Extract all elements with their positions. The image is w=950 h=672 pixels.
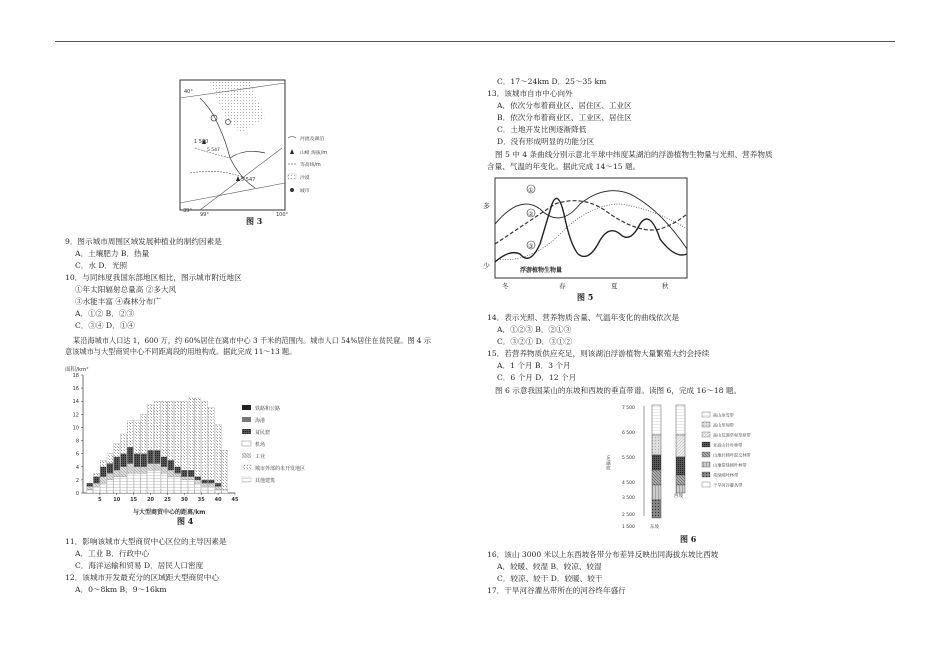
bar-segment (107, 473, 113, 480)
bar-segment (100, 467, 106, 477)
q14-options-cd: C．③②① D．③①② (497, 337, 573, 346)
bar-segment (93, 483, 99, 486)
bar-segment (181, 480, 187, 493)
q13-option-d: D．没有形成明显的功能分区 (497, 137, 595, 146)
bar-segment (141, 454, 147, 467)
x-tick-label: 20 (147, 497, 155, 503)
q10-items-12: ①年太阳辐射总量高 ②多大风 (75, 285, 177, 294)
bar-segment (215, 490, 221, 493)
question-16: 16．该山 3000 米以上东西坡各带分布差异反映出同海拔东坡比西坡 (487, 550, 719, 559)
bar-segment (154, 464, 160, 471)
svg-text:6 500: 6 500 (622, 431, 635, 436)
q15-options-ab: A．1 个月 B．3 个月 (497, 361, 571, 370)
bar-segment (215, 424, 221, 483)
bar-segment (141, 414, 147, 453)
bar-segment (222, 450, 228, 489)
bar-segment (195, 477, 201, 480)
question-9: 9．图示城市周围区域发展种植业的制约因素是 (65, 237, 222, 246)
x-tick-label: 15 (130, 497, 138, 503)
x-tick-label: 35 (197, 497, 205, 503)
fig4-ylabel: 面积/km² (65, 367, 89, 373)
bar-segment (107, 464, 113, 474)
svg-text:城市: 城市 (300, 189, 310, 194)
svg-text:工业: 工业 (255, 454, 266, 460)
bar-segment (168, 401, 174, 460)
y-tick-label: 12 (72, 412, 79, 419)
q12-options-cd: C．17～24km D．25～35 km (497, 77, 607, 86)
figure-3-caption: 图 3 (246, 216, 263, 226)
svg-text:高山草甸带: 高山草甸带 (713, 422, 734, 428)
x-tick-label: 30 (180, 497, 188, 503)
bar-segment (107, 454, 113, 464)
figure-6-diagram (600, 400, 760, 534)
bar-segment (148, 470, 154, 493)
question-11: 11．影响该城市大型商贸中心区位的主导因素是 (65, 537, 227, 546)
question-13: 13．该城市自市中心向外 (487, 89, 573, 98)
svg-text:夏: 夏 (611, 282, 618, 290)
svg-text:1 500: 1 500 (194, 139, 209, 145)
bar-segment (100, 477, 106, 484)
svg-text:东坡: 东坡 (650, 525, 659, 530)
bar-segment (120, 477, 126, 493)
bar-segment (195, 483, 201, 493)
q10-options-cd: C．③④ D．①④ (75, 321, 135, 330)
q11-options-cd: C．海洋运输和贸易 D．居民人口密度 (75, 561, 204, 570)
svg-text:2 500: 2 500 (622, 513, 635, 518)
svg-text:5 547: 5 547 (241, 177, 256, 183)
svg-text:春: 春 (559, 282, 566, 290)
passage-fig6: 图 6 示意我国某山的东坡和西坡的垂直带谱。读图 6，完成 16～18 题。 (495, 386, 742, 395)
q9-options-ab: A．土壤肥力 B．热量 (75, 249, 150, 258)
bar-segment (215, 486, 221, 489)
bar-segment (148, 450, 154, 463)
bar-segment (161, 457, 167, 467)
bar-segment (181, 477, 187, 480)
svg-text:多: 多 (483, 202, 490, 210)
y-tick-label: 10 (72, 425, 79, 432)
bar-segment (215, 483, 221, 486)
bar-segment (154, 470, 160, 493)
q13-option-a: A．依次分布着商业区、居住区、工业区 (497, 101, 632, 110)
x-tick-label: 25 (163, 497, 171, 503)
bar-segment (168, 470, 174, 477)
bar-segment (202, 483, 208, 486)
svg-text:1 500: 1 500 (622, 525, 635, 530)
y-tick-label: 4 (75, 464, 79, 471)
bar-segment (154, 401, 160, 450)
svg-text:①: ① (528, 187, 534, 194)
svg-text:5 500: 5 500 (622, 456, 635, 461)
bar-segment (188, 398, 194, 470)
bar-segment (87, 486, 93, 489)
y-tick-label: 6 (75, 451, 79, 458)
x-tick-label: 5 (98, 497, 102, 503)
fig4-xlabel: 与大型商贸中心的距离/km (133, 509, 206, 516)
figure-5-chart (480, 174, 695, 304)
bar-segment (175, 401, 181, 467)
q13-option-c: C．土地开发比例逐渐降低 (497, 125, 587, 134)
svg-text:100°: 100° (276, 212, 289, 218)
bar-segment (127, 447, 133, 463)
svg-text:常绿阔叶林带: 常绿阔叶林带 (713, 472, 739, 478)
bar-segment (208, 486, 214, 493)
svg-text:山峰 海拔/m: 山峰 海拔/m (300, 151, 328, 156)
svg-text:贫民窟: 贫民窟 (255, 430, 271, 436)
svg-text:秋: 秋 (662, 282, 669, 290)
bar-segment (134, 421, 140, 454)
figure-5-caption: 图 5 (577, 292, 594, 302)
x-tick-label: 45 (231, 497, 239, 503)
q13-option-b: B．依次分布着商业区、工业区、居住区 (497, 113, 632, 122)
bar-segment (154, 450, 160, 463)
bar-segment (222, 490, 228, 493)
svg-text:7 500: 7 500 (622, 406, 635, 411)
figure-3-map (170, 78, 360, 230)
question-17: 17．干旱河谷灌丛带所在的河谷终年盛行 (487, 586, 626, 595)
bar-segment (87, 483, 93, 486)
bar-segment (168, 460, 174, 470)
bar-segment (195, 398, 201, 477)
bar-segment (208, 408, 214, 480)
svg-text:39°: 39° (183, 208, 192, 214)
svg-text:高山冰雪带: 高山冰雪带 (713, 412, 734, 418)
bar-segment (114, 477, 120, 493)
bar-segment (107, 480, 113, 493)
q15-options-cd: C．6 个月 D．12 个月 (497, 373, 577, 382)
svg-text:少: 少 (483, 262, 490, 270)
bar-segment (93, 477, 99, 484)
q10-options-ab: A．①② B．②③ (75, 309, 135, 318)
bar-segment (161, 473, 167, 493)
svg-text:高山荒漠草甸草原带: 高山荒漠草甸草原带 (713, 432, 751, 438)
y-tick-label: 14 (72, 399, 79, 406)
bar-segment (161, 401, 167, 457)
bar-segment (134, 467, 140, 474)
bar-segment (175, 477, 181, 493)
bar-segment (168, 477, 174, 493)
x-tick-label: 10 (113, 497, 121, 503)
svg-text:40°: 40° (184, 89, 193, 95)
bar-segment (127, 464, 133, 474)
bar-segment (114, 457, 120, 470)
bar-segment (148, 405, 154, 451)
svg-text:河流及湖泊: 河流及湖泊 (300, 137, 324, 142)
bar-segment (120, 434, 126, 454)
passage-fig4-line2: 意该城市与大型商贸中心不同距离段的用地构成。据此完成 11～13 题。 (65, 347, 297, 356)
bar-segment (202, 401, 208, 480)
svg-text:③: ③ (528, 243, 534, 250)
y-tick-label: 0 (75, 491, 79, 497)
svg-text:机场: 机场 (255, 442, 266, 448)
svg-text:沙漠: 沙漠 (300, 176, 310, 181)
bar-segment (161, 467, 167, 474)
bar-segment (181, 401, 187, 470)
svg-text:铁路和公路: 铁路和公路 (255, 406, 281, 412)
q16-options-ab: A．较暖、较湿 B．较凉、较湿 (497, 562, 602, 571)
bar-segment (141, 467, 147, 474)
bar-segment (114, 444, 120, 457)
figure-6-caption: 图 6 (680, 534, 697, 544)
bar-segment (208, 480, 214, 483)
bar-segment (114, 470, 120, 477)
svg-text:亚高山针叶林带: 亚高山针叶林带 (713, 442, 743, 448)
bar-segment (175, 473, 181, 476)
bar-segment (188, 480, 194, 493)
svg-text:99°: 99° (200, 212, 209, 218)
bar-segment (93, 473, 99, 476)
bar-segment (188, 470, 194, 477)
q16-options-cd: C．较凉、较干 D．较暖、较干 (497, 574, 603, 583)
bar-segment (202, 480, 208, 483)
svg-text:4 500: 4 500 (622, 481, 635, 486)
svg-text:冬: 冬 (502, 282, 509, 290)
x-tick-label: 40 (214, 497, 222, 503)
q11-options-ab: A．工业 B．行政中心 (75, 549, 150, 558)
question-10: 10．与同纬度我国东部地区相比，图示城市附近地区 (65, 273, 242, 282)
figure-4-caption: 图 4 (177, 516, 194, 526)
svg-text:3 500: 3 500 (622, 496, 635, 501)
bar-segment (127, 473, 133, 493)
q14-options-ab: A．①②③ B．②①③ (497, 325, 572, 334)
question-14: 14．表示光照、营养物质含量、气温年变化的曲线依次是 (487, 313, 679, 322)
bar-segment (120, 467, 126, 477)
passage-fig5-line2: 含量、气温的年变化。据此完成 14～15 题。 (487, 162, 641, 171)
bar-segment (141, 473, 147, 493)
svg-text:干旱河谷灌丛带: 干旱河谷灌丛带 (713, 482, 743, 488)
svg-text:山地常绿阔叶林带: 山地常绿阔叶林带 (713, 462, 747, 468)
bar-segment (134, 473, 140, 493)
svg-text:其他建筑: 其他建筑 (255, 478, 276, 484)
q12-options-ab: A．0～8km B．9～16km (75, 585, 167, 594)
bar-segment (87, 490, 93, 493)
y-tick-label: 16 (72, 386, 79, 393)
passage-fig5-line1: 图 5 中 4 条曲线分别示意北半球中纬度某湖泊的浮游植物生物量与光照、营养物质 (495, 150, 773, 159)
svg-text:海拔/m: 海拔/m (607, 455, 612, 470)
q10-items-34: ③水能丰富 ④森林分布广 (75, 297, 161, 306)
y-tick-label: 2 (75, 477, 79, 484)
header-rule (55, 41, 895, 42)
svg-text:等高线/m: 等高线/m (300, 163, 321, 168)
svg-text:城市外部的未开发地区: 城市外部的未开发地区 (255, 466, 306, 472)
plankton-label: 浮游植物生物量 (520, 267, 563, 274)
bar-segment (181, 470, 187, 477)
svg-text:②: ② (528, 211, 534, 218)
bar-segment (120, 454, 126, 467)
svg-text:5 547: 5 547 (207, 148, 220, 153)
bar-segment (93, 486, 99, 493)
bar-segment (175, 467, 181, 474)
svg-text:西坡: 西坡 (674, 494, 683, 499)
q9-options-cd: C．水 D．光照 (75, 261, 128, 270)
bar-segment (148, 464, 154, 471)
bar-segment (100, 483, 106, 493)
svg-text:山地针阔叶混交林带: 山地针阔叶混交林带 (713, 452, 751, 458)
bar-segment (134, 454, 140, 467)
bar-segment (208, 483, 214, 486)
question-12: 12．该城市开发最充分的区域距大型商贸中心 (65, 573, 219, 582)
bar-segment (195, 480, 201, 483)
question-15: 15．若营养物质供应充足，则该湖泊浮游植物大量繁殖大约会持续 (487, 349, 710, 358)
fig4-legend (242, 405, 305, 484)
bar-segment (202, 486, 208, 493)
y-tick-label: 18 (72, 373, 79, 379)
bar-segment (100, 460, 106, 467)
passage-fig4-line1: 某沿海城市人口达 1，600 万，约 60%居住在离市中心 3 千米的范围内。城市人口 54%居住在贫民窟。图 4 示 (73, 336, 431, 345)
figure-4-chart (55, 363, 345, 528)
y-tick-label: 8 (75, 438, 79, 445)
svg-text:海港: 海港 (255, 418, 266, 424)
bar-segment (188, 477, 194, 480)
bar-segment (127, 421, 133, 447)
